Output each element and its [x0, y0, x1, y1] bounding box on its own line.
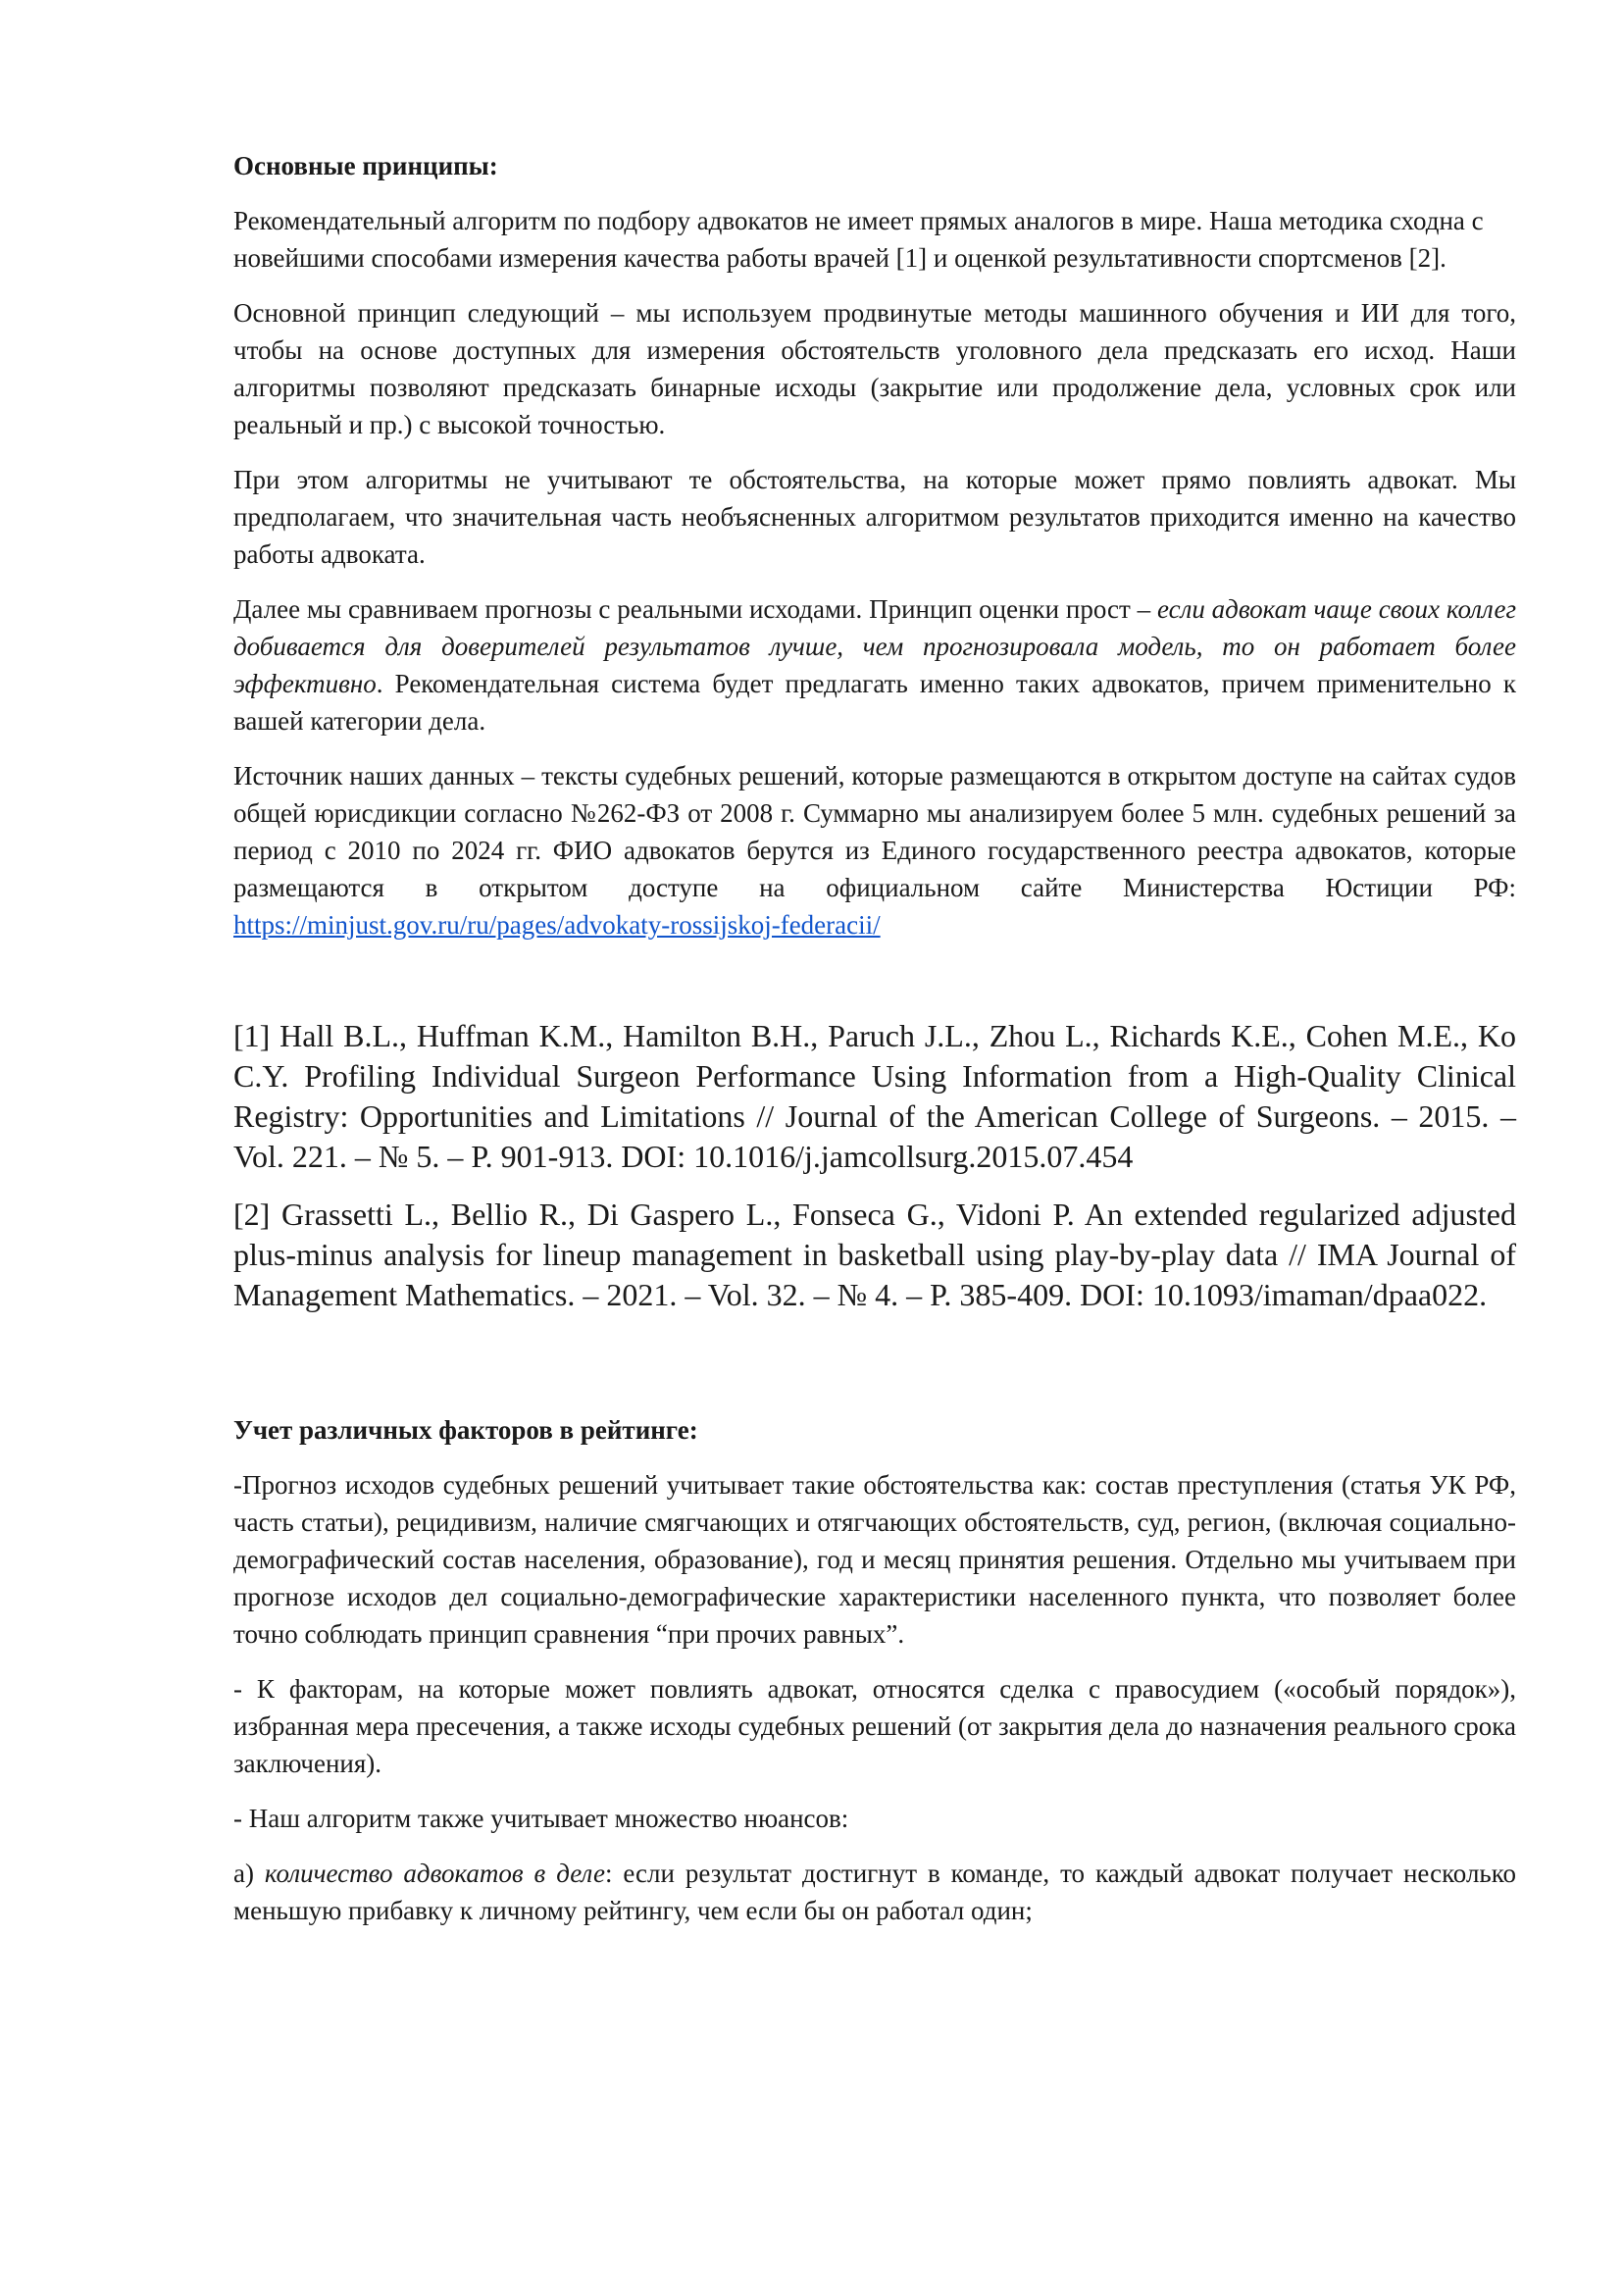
document-page: [233, 147, 1516, 1947]
data-source-text: Источник наших данных – тексты судебных решений, которые размещаются в открытом доступе на сайтах судов общей юрисдикции согласно №262-ФЗ от 2008 г. Суммарно мы анализируем более 5 млн. судебных решений за период с 2010 по 2024 гг. ФИО адвокатов берутся из Единого государственного реестра адвокатов, которые размещаются в открытом доступе на официальном сайте Министерства Юстиции РФ:: [233, 761, 1516, 902]
team-size-text: : если результат достигнут в команде, то каждый адвокат получает несколько меньшую прибавку к личному рейтингу, чем если бы он работал один;: [233, 1859, 1516, 1925]
paragraph-data-source: [233, 757, 1516, 943]
team-size-term-italic: количество адвокатов в деле: [264, 1859, 605, 1888]
section-heading-factors: Учет различных факторов в рейтинге:: [233, 1415, 698, 1445]
paragraph-evaluation: [233, 590, 1516, 739]
evaluation-principle-italic: если адвокат чаще своих коллег добивается для доверителей результатов лучше, чем прогнозировала модель, то он работает более эффективно: [233, 594, 1517, 698]
paragraph-intro: Рекомендательный алгоритм по подбору адвокатов не имеет прямых аналогов в мире. Наша методика сходна с новейшими способами измерения качества работы врачей [1] и оценкой результативности спортсменов [2].: [233, 206, 1484, 273]
minjust-link[interactable]: https://minjust.gov.ru/ru/pages/advokaty-rossijskoj-federacii/: [233, 910, 881, 940]
spacer: [233, 1333, 1516, 1411]
paragraph-team-size: [233, 1855, 1516, 1929]
reference-2: [2] Grassetti L., Bellio R., Di Gaspero L., Fonseca G., Vidoni P. An extended regularized adjusted plus-minus analysis for lineup management in basketball using play-by-play data // IMA Journal of Management Mathematics. – 2021. – Vol. 32. – № 4. – P. 385-409. DOI: 10.1093/imaman/dpaa022.: [233, 1197, 1516, 1312]
paragraph-nuances: - Наш алгоритм также учитывает множество нюансов:: [233, 1804, 849, 1833]
paragraph-main-principle: Основной принцип следующий – мы используем продвинутые методы машинного обучения и ИИ для того, чтобы на основе доступных для измерения обстоятельств уголовного дела предсказать его исход. Наши алгоритмы позволяют предсказать бинарные исходы (закрытие или продолжение дела, условных срок или реальный и пр.) с высокой точностью.: [233, 298, 1516, 439]
paragraph-forecast-factors: -Прогноз исходов судебных решений учитывает такие обстоятельства как: состав преступления (статья УК РФ, часть статьи), рецидивизм, наличие смягчающих и отягчающих обстоятельств, суд, регион, (включая социально-демографический состав населения, образование), год и месяц принятия решения. Отдельно мы учитываем при прогнозе исходов дел социально-демографические характеристики населенного пункта, что позволяет более точно соблюдать принцип сравнения “при прочих равных”.: [233, 1470, 1516, 1649]
reference-1: [1] Hall B.L., Huffman K.M., Hamilton B.H., Paruch J.L., Zhou L., Richards K.E., Cohen M.E., Ko C.Y. Profiling Individual Surgeon Performance Using Information from a High-Quality Clinical Registry: Opportunities and Limitations // Journal of the American College of Surgeons. – 2015. – Vol. 221. – № 5. – P. 901-913. DOI: 10.1016/j.jamcollsurg.2015.07.454: [233, 1018, 1516, 1174]
evaluation-text-end: . Рекомендательная система будет предлагать именно таких адвокатов, причем применительно к вашей категории дела.: [233, 669, 1516, 736]
spacer: [233, 961, 1516, 1016]
paragraph-lawyer-factors: - К факторам, на которые может повлиять адвокат, относятся сделка с правосудием («особый порядок»), избранная мера пресечения, а также исходы судебных решений (от закрытия дела до назначения реального срока заключения).: [233, 1674, 1516, 1778]
list-marker-a: а): [233, 1859, 265, 1888]
section-heading-principles: Основные принципы:: [233, 151, 498, 180]
evaluation-text-start: Далее мы сравниваем прогнозы с реальными исходами. Принцип оценки прост –: [233, 594, 1157, 624]
paragraph-algorithm-limits: При этом алгоритмы не учитывают те обстоятельства, на которые может прямо повлиять адвокат. Мы предполагаем, что значительная часть необъясненных алгоритмом результатов приходится именно на качество работы адвоката.: [233, 465, 1516, 569]
